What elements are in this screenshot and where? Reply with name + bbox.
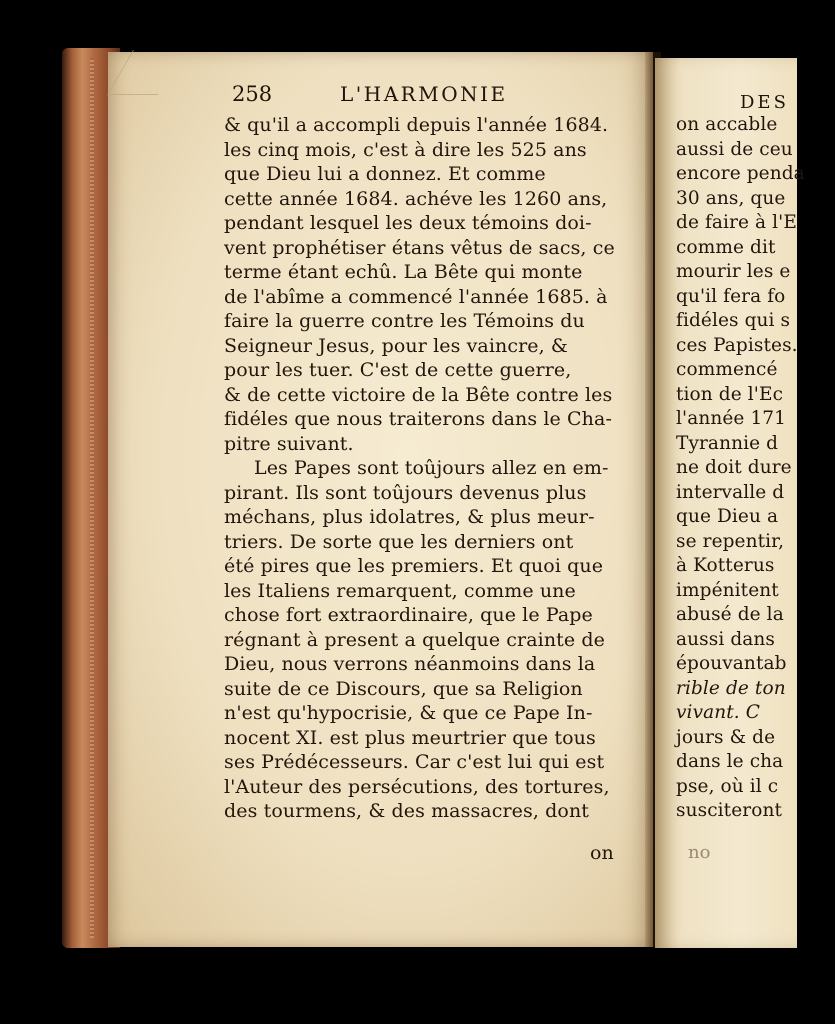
text-line: pitre suivant. <box>224 432 354 455</box>
text-line: de faire à l'E <box>676 212 797 233</box>
page-number: 258 <box>232 82 273 106</box>
text-line: mourir les e <box>676 261 791 282</box>
text-line: Les Papes sont toûjours allez en em- <box>254 457 609 479</box>
left-page-text <box>224 113 624 824</box>
text-line: se repentir, <box>676 530 785 552</box>
text-line: régnant à present a quelque crainte de <box>224 628 605 651</box>
text-line: à Kotterus <box>676 555 775 576</box>
text-line: 30 ans, que <box>676 187 786 209</box>
text-line: & qu'il a accompli depuis l'année 1684. <box>224 114 609 136</box>
text-line: les Italiens remarquent, comme une <box>224 579 576 602</box>
right-page-text <box>676 113 826 824</box>
text-line: aussi de ceu <box>676 138 793 160</box>
right-page-footer: no <box>688 842 711 863</box>
text-line: impénitent <box>676 579 779 601</box>
text-line: ses Prédécesseurs. Car c'est lui qui est <box>224 751 605 773</box>
text-line: l'année 171 <box>676 408 787 429</box>
text-line: faire la guerre contre les Témoins du <box>224 310 585 332</box>
right-running-title: DES <box>740 92 789 113</box>
text-line: n'est qu'hypocrisie, & que ce Pape In- <box>224 702 593 724</box>
text-line: suite de ce Discours, que sa Religion <box>224 677 583 700</box>
text-line: dans le cha <box>676 751 784 772</box>
text-line: pour les tuer. C'est de cette guerre, <box>224 359 572 381</box>
text-line: aussi dans <box>676 628 776 650</box>
text-line: Seigneur Jesus, pour les vaincre, & <box>224 334 568 357</box>
catchword: on <box>590 842 614 864</box>
text-line: jours & de <box>676 726 776 748</box>
text-line: vent prophétiser étans vêtus de sacs, ce <box>224 236 615 259</box>
text-line: vivant. C <box>676 702 761 723</box>
text-line: intervalle d <box>676 481 785 503</box>
text-line: que Dieu lui a donnez. Et comme <box>224 163 546 185</box>
running-title: L'HARMONIE <box>340 82 508 106</box>
text-line: l'Auteur des persécutions, des tortures, <box>224 775 610 798</box>
text-line: pendant lesquel les deux témoins doi- <box>224 212 592 234</box>
text-line: les cinq mois, c'est à dire les 525 ans <box>224 138 587 161</box>
text-line: Tyrannie d <box>676 432 779 454</box>
text-line: terme étant echû. La Bête qui monte <box>224 261 583 283</box>
text-line: des tourmens, & des massacres, dont <box>224 800 590 822</box>
text-line: de l'abîme a commencé l'année 1685. à <box>224 285 608 308</box>
text-line: que Dieu a <box>676 506 779 527</box>
text-line: fidéles qui s <box>676 310 791 331</box>
text-line: on accable <box>676 114 778 135</box>
text-line: abusé de la <box>676 604 784 625</box>
text-line: tion de l'Ec <box>676 383 784 405</box>
left-page-header <box>232 82 622 110</box>
text-line: épouvantab <box>676 653 787 674</box>
text-line: fidéles que nous traiterons dans le Cha- <box>224 408 612 430</box>
text-line: cette année 1684. achéve les 1260 ans, <box>224 187 608 210</box>
text-line: chose fort extraordinaire, que le Pape <box>224 604 593 626</box>
text-line: nocent XI. est plus meurtrier que tous <box>224 726 596 749</box>
text-line: été pires que les premiers. Et quoi que <box>224 555 604 577</box>
text-line: Dieu, nous verrons néanmoins dans la <box>224 653 596 675</box>
text-line: comme dit <box>676 236 776 258</box>
text-line: qu'il fera fo <box>676 285 786 307</box>
text-line: pse, où il c <box>676 775 779 797</box>
text-line: ces Papistes. <box>676 334 798 356</box>
text-line: commencé <box>676 359 778 380</box>
text-line: ne doit dure <box>676 457 792 478</box>
text-line: triers. De sorte que les derniers ont <box>224 530 574 553</box>
text-line: susciteront <box>676 800 782 821</box>
text-line: méchans, plus idolatres, & plus meur- <box>224 506 595 528</box>
text-line: encore penda <box>676 163 805 184</box>
text-line: pirant. Ils sont toûjours devenus plus <box>224 481 587 504</box>
text-line: & de cette victoire de la Bête contre les <box>224 383 613 406</box>
text-line: rible de ton <box>676 677 786 699</box>
